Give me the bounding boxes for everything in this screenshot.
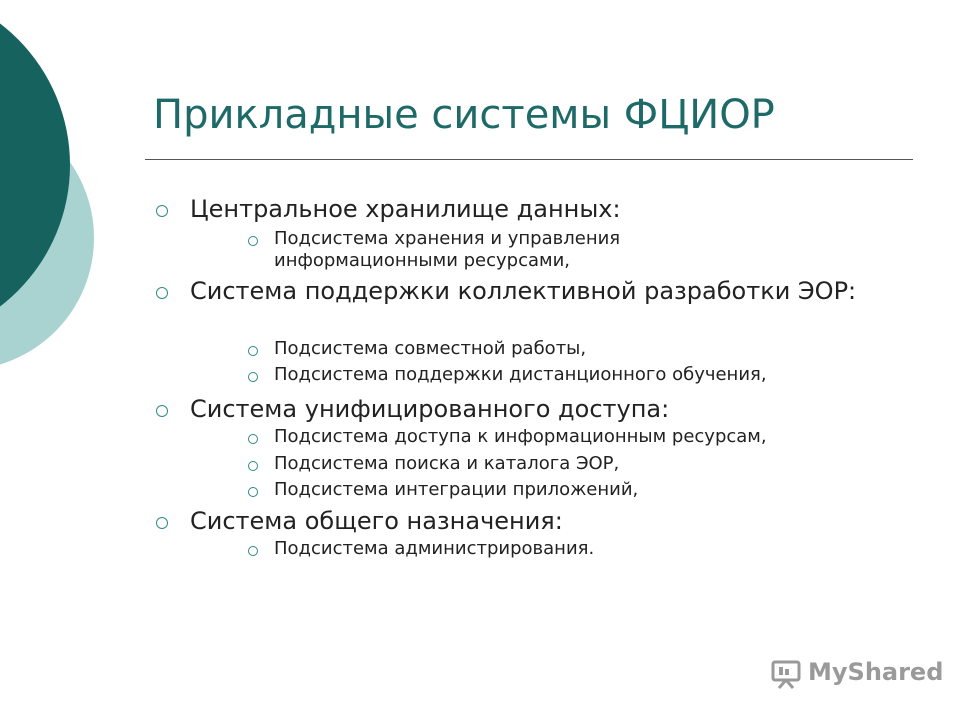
sub-list-item: Подсистема интеграции приложений,	[274, 479, 639, 500]
sub-bullet-icon	[248, 487, 258, 497]
list-item: Система унифицированного доступа:	[190, 395, 670, 423]
sub-bullet-icon	[248, 546, 258, 556]
sub-list-item: Подсистема хранения и управления информационными ресурсами,	[274, 228, 621, 271]
bullet-icon	[156, 517, 168, 529]
title-divider	[145, 159, 913, 160]
decorative-circles	[0, 0, 130, 400]
sub-bullet-icon	[248, 461, 258, 471]
sub-bullet-icon	[248, 372, 258, 382]
sub-list-item: Подсистема поддержки дистанционного обучения,	[274, 364, 767, 385]
list-item: Центральное хранилище данных:	[190, 195, 621, 223]
sub-list-item: Подсистема доступа к информационным ресурсам,	[274, 426, 767, 447]
slide-title: Прикладные системы ФЦИОР	[153, 92, 775, 138]
list-item: Система общего назначения:	[190, 507, 563, 535]
sub-bullet-icon	[248, 236, 258, 246]
bullet-icon	[156, 205, 168, 217]
sub-bullet-icon	[248, 434, 258, 444]
bullet-icon	[156, 287, 168, 299]
sub-list-item: Подсистема совместной работы,	[274, 338, 587, 359]
bullet-icon	[156, 405, 168, 417]
list-item: Система поддержки коллективной разработки ЭОР:	[190, 277, 857, 305]
sub-list-item: Подсистема администрирования.	[274, 538, 595, 559]
presentation-board-icon	[770, 658, 802, 690]
watermark-text: MyShared	[808, 658, 944, 686]
sub-list-item: Подсистема поиска и каталога ЭОР,	[274, 453, 620, 474]
myshared-watermark	[770, 656, 944, 692]
sub-bullet-icon	[248, 346, 258, 356]
